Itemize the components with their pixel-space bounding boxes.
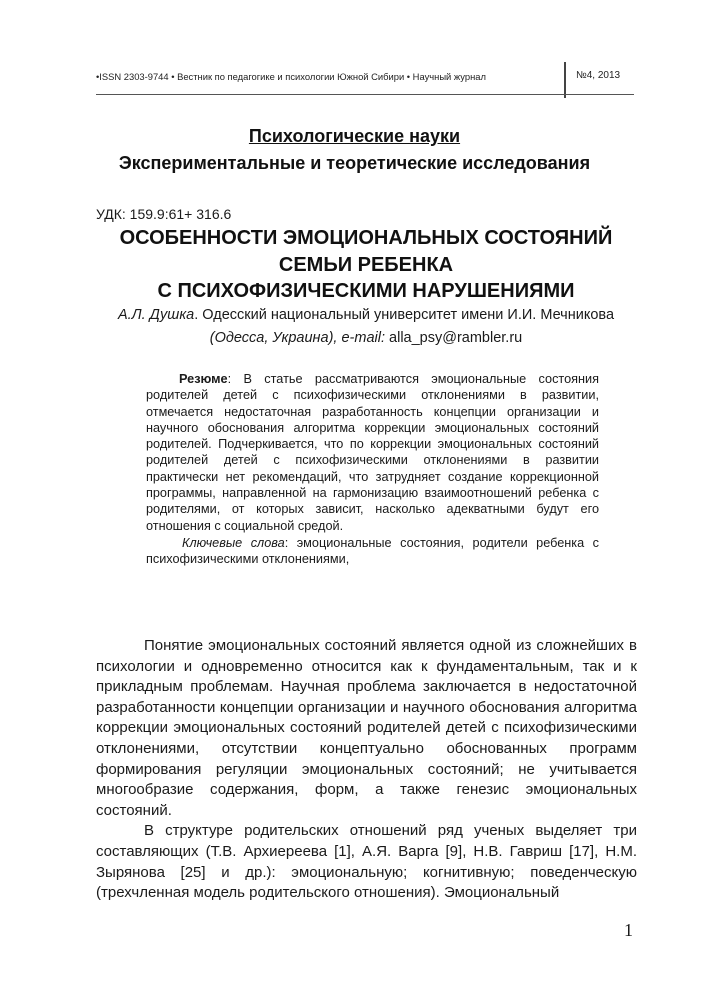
keywords-label: Ключевые слова: [182, 535, 285, 550]
author-location: (Одесса, Украина): [209, 330, 334, 346]
udk-code: УДК: 159.9:61+ 316.6: [96, 206, 232, 222]
journal-info: •ISSN 2303-9744 • Вестник по педагогике и психологии Южной Сибири • Научный журнал: [96, 71, 486, 82]
article-body: [96, 636, 637, 904]
abstract-paragraph: [146, 371, 599, 534]
body-paragraph-1: Понятие эмоциональных состояний является одной из сложнейших в психологии и одновременно относится как к фундаментальным, так и к прикладным проблемам. Научная проблема заключается в недостаточной разработанности концепции организации и научного обоснования алгоритма коррекции эмоциональных состояний родителей детей с психофизическими отклонениями, отсутствии концептуально обоснованных программ формирования регуляции эмоциональных состояний; не учитывается многообразие содержания, форм, а также генезис эмоциональных состояний.: [96, 637, 637, 819]
keywords-paragraph: [146, 535, 599, 568]
abstract-text: : В статье рассматриваются эмоциональные состояния родителей детей с психофизическими отклонениями в развитии, отмечается недостаточная разработанность концепции организации и научного обоснования алгоритма коррекции эмоциональных состояний родителей. Подчеркивается, что по коррекции эмоциональных состояний родителей детей с психофизическими отклонениями в развитии практически нет рекомендаций, что затрудняет создание коррекционной программы, направленной на гармонизацию взаимоотношений ребенка с родителями, от которых зависит, насколько адекватными будут его отношения с социальной средой.: [146, 372, 599, 533]
author-affiliation: . Одесский национальный университет имени И.И. Мечникова: [194, 307, 615, 323]
abstract-block: [146, 371, 599, 568]
journal-header: [96, 62, 636, 102]
section-subtitle: Экспериментальные и теоретические исследования: [118, 153, 591, 173]
section-title: Психологические науки: [248, 126, 461, 146]
abstract-label: Резюме: [179, 372, 228, 386]
page-number: 1: [624, 920, 633, 940]
author-name: А.Л. Душка: [117, 307, 195, 323]
email-label: , e-mail:: [333, 330, 385, 346]
author-contact-line: [96, 328, 636, 348]
author-email: alla_psy@rambler.ru: [385, 330, 523, 346]
article-title-line-2: СЕМЬИ РЕБЕНКА: [278, 254, 454, 276]
keywords-text: : эмоциональные состояния, родители ребенка с психофизическими отклонениями,: [146, 535, 599, 567]
article-title-line-3: С ПСИХОФИЗИЧЕСКИМИ НАРУШЕНИЯМИ: [157, 280, 575, 302]
header-rule: [96, 94, 634, 95]
header-divider-vertical: [564, 62, 566, 98]
article-title-line-1: ОСОБЕННОСТИ ЭМОЦИОНАЛЬНЫХ СОСТОЯНИЙ: [119, 227, 613, 249]
body-paragraph-2: В структуре родительских отношений ряд ученых выделяет три составляющих (Т.В. Архиереева [1], А.Я. Варга [9], Н.В. Гавриш [17], Н.М. Зырянова [25] и др.): эмоциональную; когнитивную; поведенческую (трехчленная модель родительского отношения). Эмоциональный: [96, 822, 637, 902]
author-line: [96, 305, 636, 325]
issue-number: №4, 2013: [576, 70, 621, 81]
